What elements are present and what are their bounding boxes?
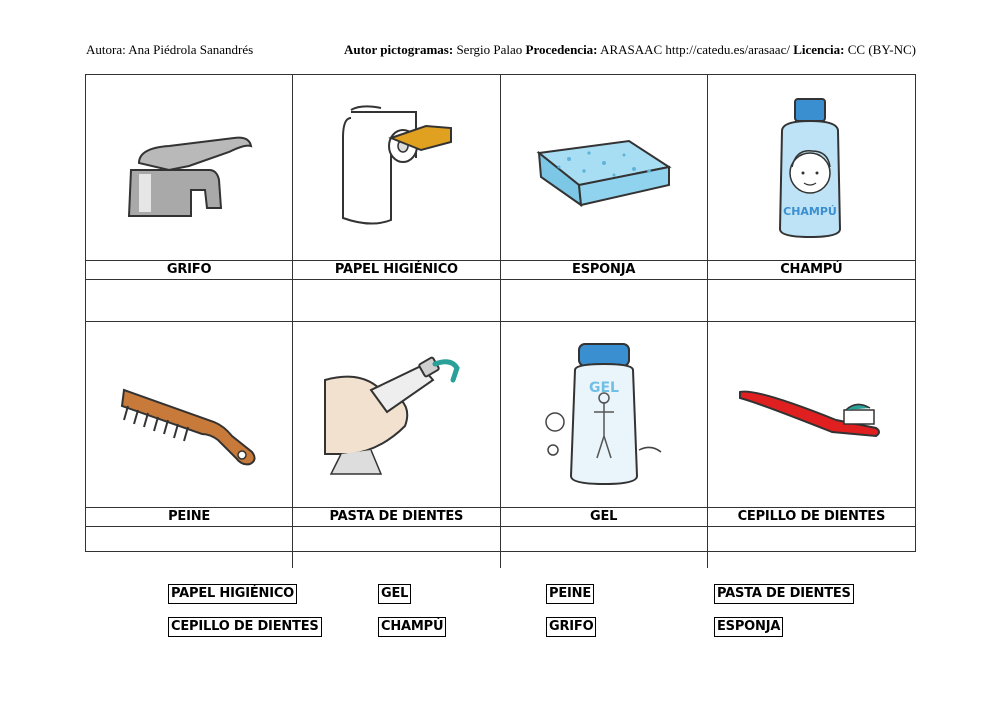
toothpaste-icon [321,350,471,480]
word-tile[interactable]: PAPEL HIGIÉNICO [168,584,297,604]
toothbrush-icon [736,380,886,450]
word-tile[interactable]: ESPONJA [714,617,783,637]
toilet-paper-icon [321,98,471,238]
answer-drop-zone[interactable] [708,527,915,568]
picture-row-2 [86,321,915,507]
card-label: PASTA DE DIENTES [293,508,500,526]
word-bank [168,584,868,644]
card-picture-papel-higienico [293,75,500,260]
shower-gel-icon [539,340,669,490]
card-picture-cepillo-de-dientes [708,322,915,507]
word-tile[interactable]: CEPILLO DE DIENTES [168,617,322,637]
card-label: PEINE [86,508,293,526]
pictogram-credits [344,42,916,58]
faucet-icon [109,108,269,228]
license: CC (BY-NC) [847,42,916,57]
author-credit: Autora: Ana Piédrola Sanandrés [86,42,254,57]
card-picture-champu [708,75,915,260]
picture-row-1 [86,75,915,260]
card-label: ESPONJA [501,261,708,279]
answer-drop-zone[interactable] [293,280,500,321]
comb-icon [114,360,264,470]
vocabulary-grid [85,74,916,552]
pictogram-author-label: Autor pictogramas: [344,42,454,57]
word-tile[interactable]: CHAMPÚ [378,617,446,637]
answer-drop-zone[interactable] [293,527,500,568]
card-picture-peine [86,322,293,507]
card-picture-grifo [86,75,293,260]
shampoo-bottle-icon [766,93,856,243]
word-tile[interactable]: PEINE [546,584,594,604]
word-tile[interactable]: GRIFO [546,617,596,637]
card-label: PAPEL HIGIÉNICO [293,261,500,279]
answer-row-2 [86,527,915,568]
answer-drop-zone[interactable] [86,280,293,321]
card-picture-pasta-de-dientes [293,322,500,507]
answer-drop-zone[interactable] [708,280,915,321]
source: ARASAAC http://catedu.es/arasaac/ [600,42,790,57]
label-row-1 [86,260,915,280]
license-label: Licencia: [793,42,845,57]
card-label: CHAMPÚ [780,262,843,277]
page-header [86,42,916,62]
word-tile[interactable]: GEL [378,584,411,604]
gel-bottle-text: GEL [588,379,619,396]
card-label: CEPILLO DE DIENTES [737,509,886,524]
card-label: GRIFO [86,261,293,279]
label-row-2 [86,507,915,527]
card-picture-gel [501,322,708,507]
card-label: GEL [501,508,708,526]
shampoo-bottle-text: CHAMPÚ [783,204,838,218]
pictogram-author: Sergio Palao [456,42,523,57]
sponge-icon [529,123,679,213]
answer-row-1 [86,280,915,321]
answer-drop-zone[interactable] [501,527,708,568]
word-tile[interactable]: PASTA DE DIENTES [714,584,854,604]
answer-drop-zone[interactable] [86,527,293,568]
card-picture-esponja [501,75,708,260]
answer-drop-zone[interactable] [501,280,708,321]
source-label: Procedencia: [525,42,598,57]
